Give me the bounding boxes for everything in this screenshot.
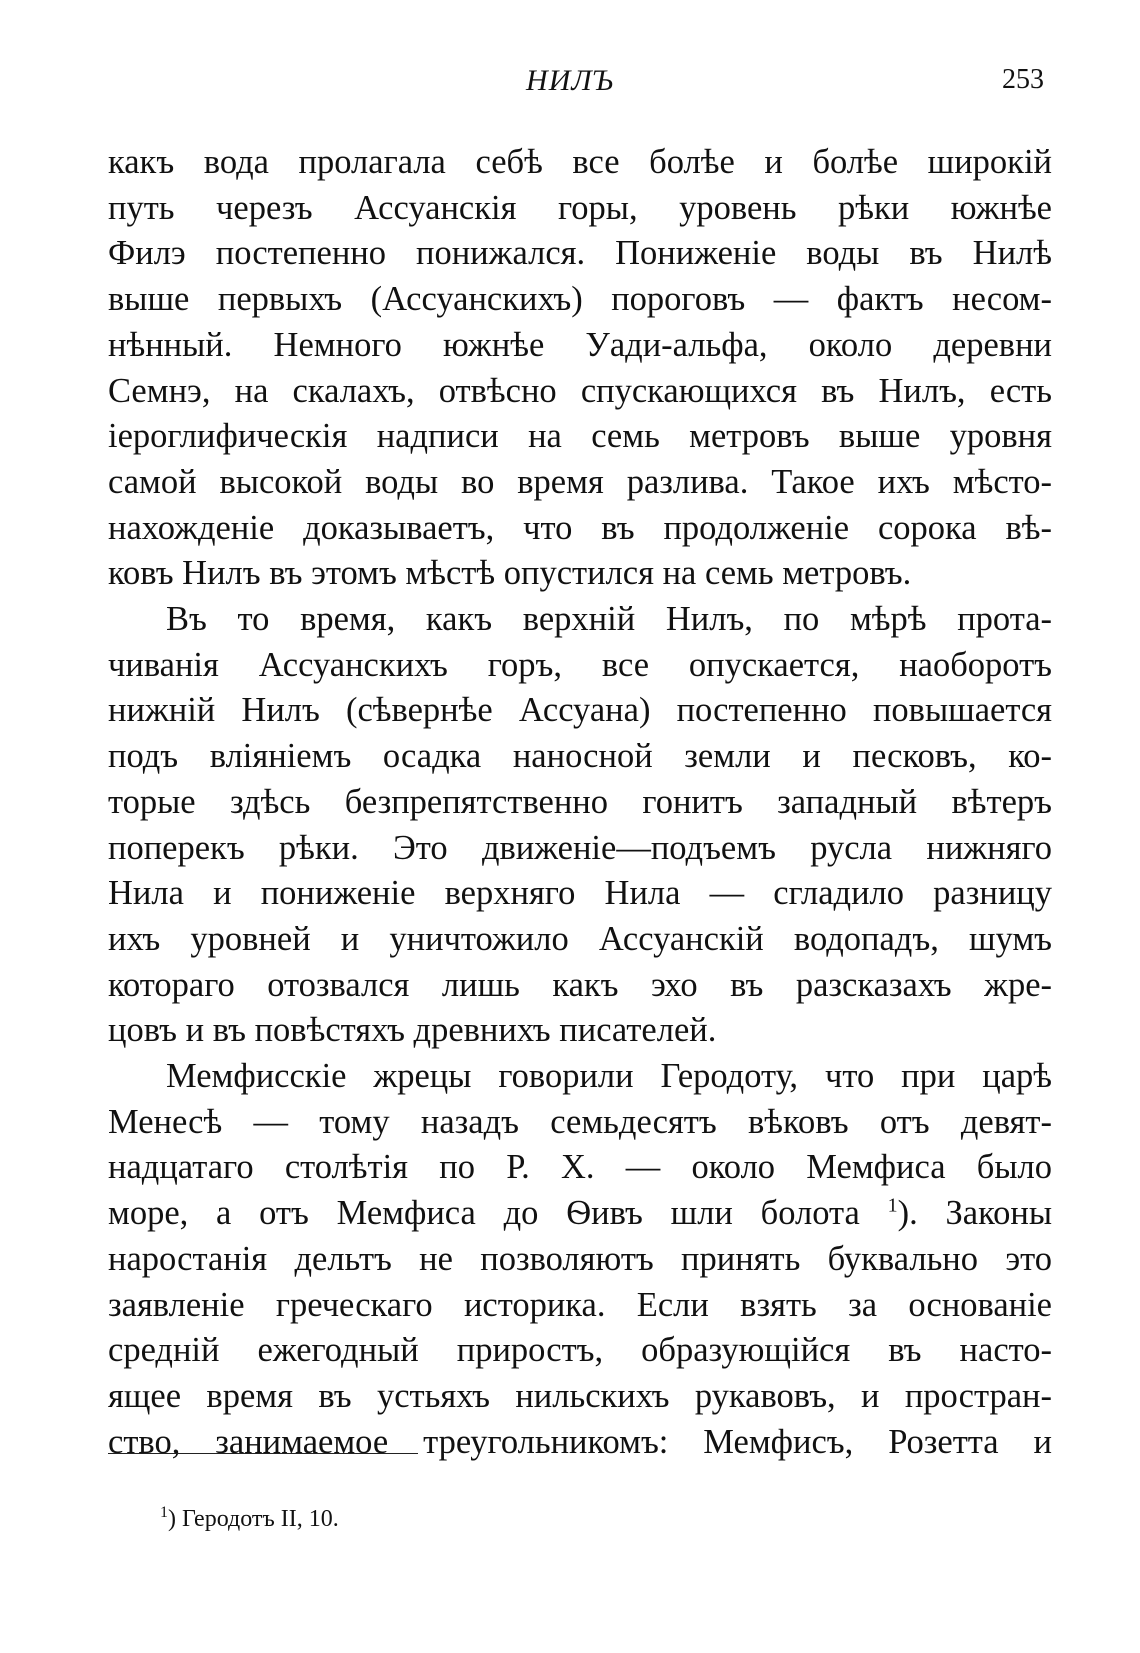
text-segment: ). Законы xyxy=(897,1194,1052,1233)
text-line: котораго отозвался лишь какъ эхо въ разсказахъ жре- xyxy=(108,965,1052,1004)
text-line: наростанія дельтъ не позволяютъ принять буквально это xyxy=(108,1239,1052,1278)
text-line: самой высокой воды во время разлива. Такое ихъ мѣсто- xyxy=(108,462,1052,501)
text-line: ихъ уровней и уничтожило Ассуанскій водопадъ, шумъ xyxy=(108,919,1052,958)
footnote-separator xyxy=(108,1453,418,1454)
text-line: ство, занимаемое треугольникомъ: Мемфисъ, Розетта и xyxy=(108,1422,1052,1461)
text-line: Менесѣ — тому назадъ семьдесятъ вѣковъ отъ девят- xyxy=(108,1102,1052,1141)
text-line: нѣнный. Немного южнѣе Уади-альфа, около деревни xyxy=(108,325,1052,364)
text-line: Мемфисскіе жрецы говорили Геродоту, что при царѣ xyxy=(166,1057,1052,1096)
text-line: цовъ и въ повѣстяхъ древнихъ писателей. xyxy=(108,1011,717,1050)
text-line: путь черезъ Ассуанскія горы, уровень рѣки южнѣе xyxy=(108,188,1052,227)
text-line: подъ вліяніемъ осадка наносной земли и песковъ, ко- xyxy=(108,737,1052,776)
text-line: какъ вода пролагала себѣ все болѣе и болѣе широкій xyxy=(108,143,1052,181)
text-line: выше первыхъ (Ассуанскихъ) пороговъ — фактъ несом- xyxy=(108,280,1052,319)
text-line: іероглифическія надписи на семь метровъ выше уровня xyxy=(108,417,1052,456)
text-line: средній ежегодный приростъ, образующійся въ насто- xyxy=(108,1331,1052,1370)
text-segment: море, а отъ Мемфиса до Ѳивъ шли болота xyxy=(108,1194,860,1233)
page-number: 253 xyxy=(1002,64,1044,95)
text-line: Филэ постепенно понижался. Пониженіе воды въ Нилѣ xyxy=(108,234,1052,273)
text-line: поперекъ рѣки. Это движеніе—подъемъ русла нижняго xyxy=(108,828,1052,867)
text-line: надцатаго столѣтія по Р. Х. — около Мемфиса было xyxy=(108,1148,1052,1187)
text-line-with-footnote xyxy=(108,1191,1052,1237)
text-line: ящее время въ устьяхъ нильскихъ рукавовъ, и простран- xyxy=(108,1376,1052,1415)
text-line: торые здѣсь безпрепятственно гонитъ западный вѣтеръ xyxy=(108,782,1052,821)
text-line: нахожденіе доказываетъ, что въ продолженіе сорока вѣ- xyxy=(108,508,1052,547)
text-line: Семнэ, на скалахъ, отвѣсно спускающихся въ Нилъ, есть xyxy=(108,371,1052,410)
text-line: заявленіе греческаго историка. Если взять за основаніе xyxy=(108,1285,1052,1324)
text-line: ковъ Нилъ въ этомъ мѣстѣ опустился на семь метровъ. xyxy=(108,554,912,593)
running-title: НИЛЪ xyxy=(526,64,614,97)
footnote-reference: 1 xyxy=(887,1194,898,1217)
text-line: Въ то время, какъ верхній Нилъ, по мѣрѣ прота- xyxy=(166,600,1052,639)
footnote-text: ) Геродотъ II, 10. xyxy=(168,1506,339,1532)
text-line: Нила и пониженіе верхняго Нила — сгладило разницу xyxy=(108,874,1052,913)
text-line: чиванія Ассуанскихъ горъ, все опускается, наоборотъ xyxy=(108,645,1052,684)
text-line: нижній Нилъ (сѣвернѣе Ассуана) постепенно повышается xyxy=(108,691,1052,730)
footnote xyxy=(160,1506,339,1533)
footnote-marker: 1 xyxy=(160,1504,168,1521)
body-text xyxy=(108,140,1052,1465)
